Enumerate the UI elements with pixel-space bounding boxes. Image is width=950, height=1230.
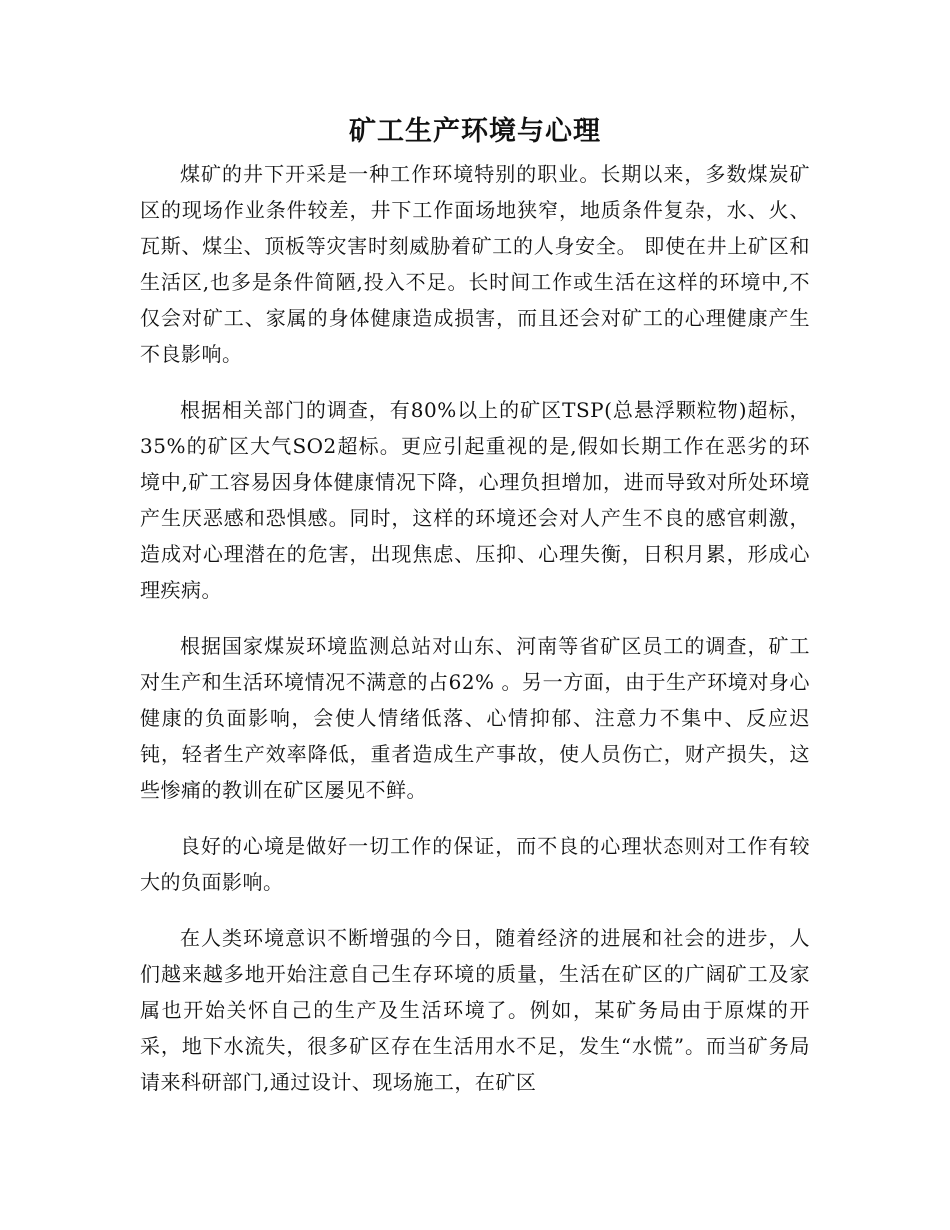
document-title: 矿工生产环境与心理 [349,116,601,147]
paragraph-3: 根据国家煤炭环境监测总站对山东、河南等省矿区员工的调查，矿工对生产和生活环境情况不满意的占62% 。另一方面，由于生产环境对身心健康的负面影响，会使人情绪低落、心情抑郁、注意力不集中、反应迟钝，轻者生产效率降低，重者造成生产事故，使人员伤亡，财产损失，这些惨痛的教训在矿区屡见不鲜。 [140,634,810,802]
document-page [140,108,810,1120]
paragraph-1: 煤矿的井下开采是一种工作环境特别的职业。长期以来，多数煤炭矿区的现场作业条件较差，井下工作面场地狭窄，地质条件复杂，水、火、瓦斯、煤尘、顶板等灾害时刻威胁着矿工的人身安全。 即使在井上矿区和生活区,也多是条件简陋,投入不足。长时间工作或生活在这样的环境中,不仅会对矿工、家属的身体健康造成损害，而且还会对矿工的心理健康产生不良影响。 [140,162,810,366]
paragraph-5: 在人类环境意识不断增强的今日，随着经济的进展和社会的进步，人们越来越多地开始注意自己生存环境的质量，生活在矿区的广阔矿工及家属也开始关怀自己的生产及生活环境了。例如，某矿务局由于原煤的开采，地下水流失，很多矿区存在生活用水不足，发生“水慌”。而当矿务局请来科研部门,通过设计、现场施工，在矿区 [140,926,810,1094]
paragraph-2: 根据相关部门的调查，有80%以上的矿区TSP(总悬浮颗粒物)超标，35%的矿区大气SO2超标。更应引起重视的是,假如长期工作在恶劣的环境中,矿工容易因身体健康情况下降，心理负担增加，进而导致对所处环境产生厌恶感和恐惧感。同时，这样的环境还会对人产生不良的感官刺激，造成对心理潜在的危害，出现焦虑、压抑、心理失衡，日积月累，形成心理疾病。 [140,398,810,602]
paragraph-4: 良好的心境是做好一切工作的保证，而不良的心理状态则对工作有较大的负面影响。 [140,834,810,894]
